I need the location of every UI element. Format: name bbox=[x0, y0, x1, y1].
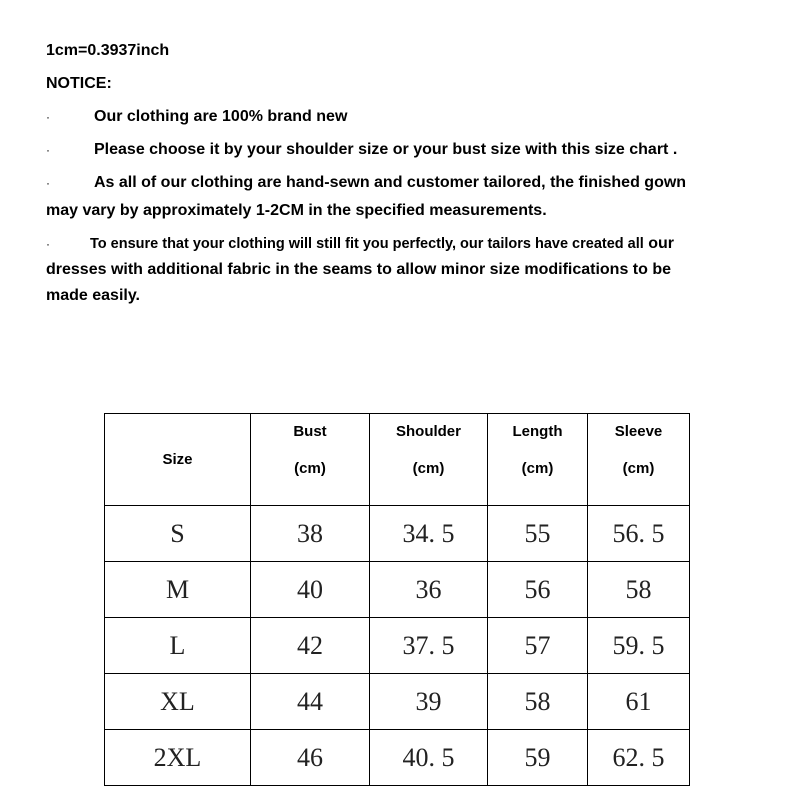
cell-length: 55 bbox=[488, 506, 588, 562]
header-unit: (cm) bbox=[521, 460, 554, 477]
cell-bust: 46 bbox=[251, 730, 370, 786]
cell-length: 56 bbox=[488, 562, 588, 618]
header-unit: (cm) bbox=[412, 460, 445, 477]
cell-bust: 42 bbox=[251, 618, 370, 674]
unit-conversion: 1cm=0.3937inch bbox=[46, 42, 170, 59]
header-label: Size bbox=[162, 451, 193, 468]
notice-text-continued: may vary by approximately 1-2CM in the specified measurements. bbox=[46, 202, 547, 219]
notice-item bbox=[46, 104, 746, 130]
table-header-row bbox=[105, 414, 690, 506]
cell-length: 59 bbox=[488, 730, 588, 786]
notice-item bbox=[46, 170, 746, 224]
cell-shoulder: 40. 5 bbox=[370, 730, 488, 786]
notice-text-continued: dresses with additional fabric in the seams to allow minor size modifications to be bbox=[46, 261, 672, 278]
table-row bbox=[105, 674, 690, 730]
notice-text-continued: made easily. bbox=[46, 287, 140, 304]
cell-bust: 40 bbox=[251, 562, 370, 618]
table-row bbox=[105, 506, 690, 562]
cell-size: M bbox=[105, 562, 251, 618]
cell-size: S bbox=[105, 506, 251, 562]
cell-shoulder: 36 bbox=[370, 562, 488, 618]
header-bust bbox=[251, 414, 370, 506]
cell-length: 57 bbox=[488, 618, 588, 674]
notice-item bbox=[46, 137, 746, 163]
cell-size: L bbox=[105, 618, 251, 674]
cell-size: XL bbox=[105, 674, 251, 730]
header-length bbox=[488, 414, 588, 506]
header-unit: (cm) bbox=[294, 460, 326, 477]
bullet-dot: · bbox=[46, 176, 50, 190]
cell-sleeve: 56. 5 bbox=[588, 506, 690, 562]
header-label: Bust bbox=[293, 423, 327, 440]
cell-length: 58 bbox=[488, 674, 588, 730]
header-label: Sleeve bbox=[614, 423, 663, 440]
cell-bust: 44 bbox=[251, 674, 370, 730]
cell-shoulder: 39 bbox=[370, 674, 488, 730]
table-row bbox=[105, 730, 690, 786]
cell-shoulder: 37. 5 bbox=[370, 618, 488, 674]
header-unit: (cm) bbox=[622, 460, 655, 477]
header-label: Length bbox=[512, 423, 563, 440]
table-row bbox=[105, 562, 690, 618]
notice-text: As all of our clothing are hand-sewn and customer tailored, the finished gown bbox=[94, 174, 687, 191]
bullet-dot: · bbox=[46, 110, 50, 124]
cell-bust: 38 bbox=[251, 506, 370, 562]
header-label: Shoulder bbox=[395, 423, 461, 440]
notice-text: Our clothing are 100% brand new bbox=[94, 108, 348, 125]
size-chart-table bbox=[104, 413, 690, 786]
notice-section bbox=[46, 38, 746, 316]
cell-shoulder: 34. 5 bbox=[370, 506, 488, 562]
cell-sleeve: 59. 5 bbox=[588, 618, 690, 674]
table-row bbox=[105, 618, 690, 674]
notice-title: NOTICE: bbox=[46, 75, 112, 92]
notice-text: Please choose it by your shoulder size or your bust size with this size chart . bbox=[94, 141, 678, 158]
header-sleeve bbox=[588, 414, 690, 506]
bullet-dot: · bbox=[46, 143, 50, 157]
notice-text-tail: our bbox=[648, 235, 675, 252]
bullet-dot: · bbox=[46, 237, 50, 251]
notice-item bbox=[46, 231, 746, 309]
cell-sleeve: 58 bbox=[588, 562, 690, 618]
cell-size: 2XL bbox=[105, 730, 251, 786]
cell-sleeve: 61 bbox=[588, 674, 690, 730]
header-shoulder bbox=[370, 414, 488, 506]
header-size bbox=[105, 414, 251, 506]
cell-sleeve: 62. 5 bbox=[588, 730, 690, 786]
notice-text: To ensure that your clothing will still fit you perfectly, our tailors have created all bbox=[90, 236, 644, 252]
